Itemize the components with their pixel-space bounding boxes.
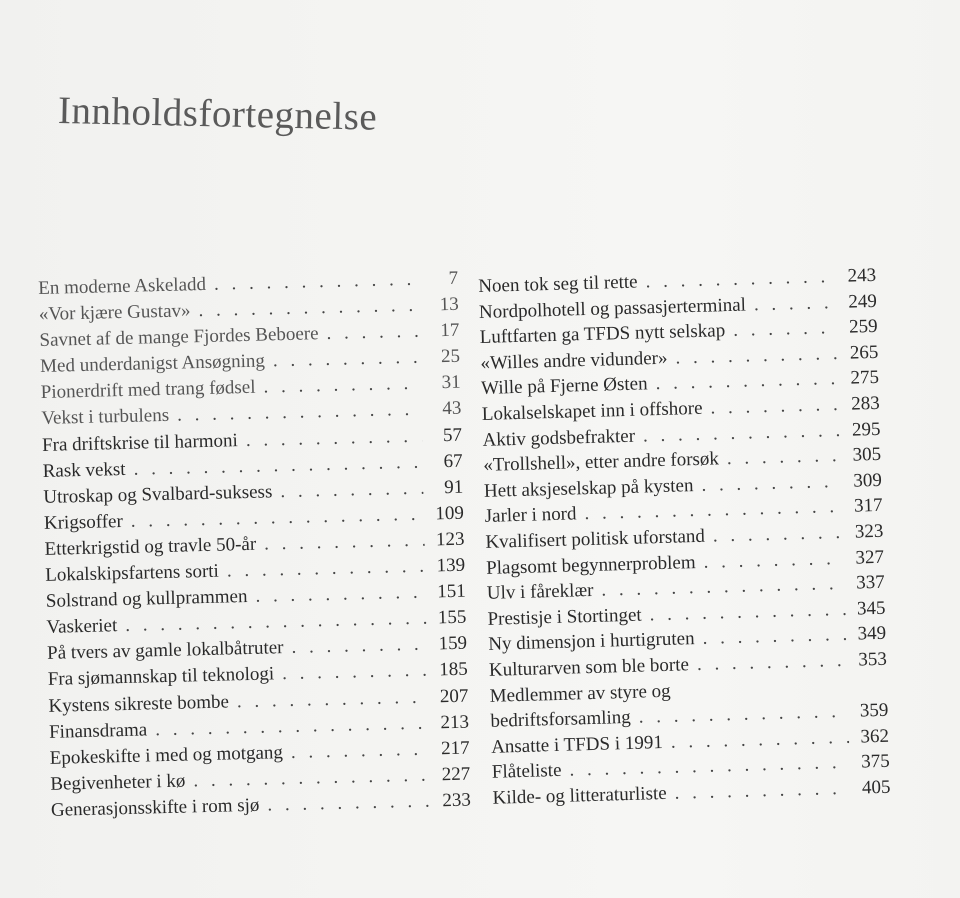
- toc-entry-page: 345: [856, 597, 886, 620]
- toc-entry-title: Fra driftskrise til harmoni: [41, 429, 239, 456]
- toc-entry-page: 375: [860, 750, 891, 773]
- toc-entry-title: Epokeskifte i med og motgang: [49, 741, 284, 769]
- dot-leader: [280, 477, 423, 502]
- toc-entry-page: 309: [853, 469, 883, 492]
- dot-leader: [697, 650, 848, 676]
- toc-entry-page: 337: [855, 571, 886, 594]
- toc-entry-title: Ny dimensjon i hurtigruten: [488, 628, 695, 656]
- dot-leader: [237, 686, 429, 713]
- toc-entry-page: 43: [442, 398, 462, 420]
- toc-entry-title: Vaskeriet: [46, 615, 118, 639]
- toc-entry-page: 275: [850, 367, 880, 390]
- dot-leader: [291, 738, 430, 763]
- dot-leader: [198, 295, 419, 322]
- toc-entry-title: «Willes andre vidunder»: [480, 347, 668, 374]
- dot-leader: [193, 764, 430, 792]
- dot-leader: [267, 790, 431, 816]
- toc-entry-page: 151: [437, 580, 467, 603]
- toc-entry-title: Rask vekst: [42, 458, 126, 482]
- toc-entry-page: 327: [855, 546, 885, 569]
- dot-leader: [227, 556, 426, 583]
- dot-leader: [638, 701, 848, 729]
- toc-entry-page: 259: [848, 316, 878, 338]
- toc-entry-page: 25: [440, 345, 461, 368]
- toc-entry-title: Nordpolhotell og passasjerterminal: [478, 294, 747, 323]
- toc-entry-page: 305: [852, 443, 882, 466]
- toc-entry-page: 317: [853, 495, 883, 517]
- toc-entry-page: 155: [437, 606, 467, 629]
- dot-leader: [702, 624, 846, 650]
- dot-leader: [214, 269, 419, 296]
- toc-entry-page: 7: [448, 267, 459, 289]
- dot-leader: [263, 373, 421, 399]
- toc-entry-title: Generasjonsskifte i rom sjø: [50, 794, 260, 821]
- toc-entry-title: Ansatte i TFDS i 1991: [490, 731, 664, 758]
- toc-entry-title: Krigsoffer: [43, 510, 124, 534]
- dot-leader: [264, 530, 425, 556]
- toc-entry-page: 265: [849, 341, 879, 364]
- toc-right-column: [478, 265, 891, 813]
- toc-entry-title: Medlemmer av styre og: [489, 680, 671, 707]
- toc-entry-page: 13: [439, 293, 460, 316]
- toc-entry-title: Aktiv godsbefrakter: [482, 425, 636, 451]
- toc-entry-title: Kystens sikreste bombe: [48, 690, 230, 717]
- toc-entry-title: Lokalskipsfartens sorti: [45, 560, 220, 586]
- dot-leader: [655, 368, 839, 395]
- toc-entry-page: 323: [854, 520, 884, 543]
- toc-entry-title: Utroskap og Svalbard-suksess: [43, 481, 273, 508]
- toc-entry-page: 283: [850, 392, 881, 415]
- dot-leader: [326, 321, 419, 345]
- dot-leader: [733, 317, 838, 342]
- toc-entry-page: 233: [442, 789, 472, 812]
- toc-entry-title: Noen tok seg til rette: [478, 271, 638, 297]
- toc-entry-page: 227: [441, 763, 471, 786]
- toc-entry-title: Kvalifisert politisk uforstand: [485, 525, 706, 553]
- dot-leader: [713, 522, 844, 548]
- toc-entry-page: 185: [438, 659, 468, 681]
- toc-entry-page: 207: [439, 685, 469, 707]
- dot-leader: [671, 727, 850, 754]
- toc-entry-page: 67: [443, 450, 463, 472]
- toc-entry-page: 31: [441, 372, 461, 394]
- toc-entry-page: 405: [861, 776, 891, 799]
- toc-entry-page: 57: [442, 424, 463, 446]
- toc-entry-title: Begivenheter i kø: [50, 770, 186, 795]
- toc-entry-title: Luftfarten ga TFDS nytt selskap: [479, 320, 726, 349]
- page-title: Innholdsfortegnelse: [57, 89, 378, 139]
- dot-leader: [643, 420, 841, 448]
- toc-entry-title: «Trollshell», etter andre forsøk: [483, 448, 720, 477]
- toc-entry-page: 359: [859, 699, 889, 722]
- toc-entry-page: 213: [440, 711, 470, 733]
- toc-entry-title: Jarler i nord: [484, 503, 577, 528]
- toc-entry-title: Med underdanigst Ansøgning: [39, 350, 266, 378]
- toc-entry-page: 362: [860, 725, 890, 748]
- toc-entry-title: En moderne Askeladd: [38, 273, 207, 299]
- toc-entry-title: Plagsomt begynnerproblem: [485, 551, 696, 579]
- toc-entry-title: Hett aksjeselskap på kysten: [483, 474, 694, 502]
- toc-entry-title: Ulv i fåreklær: [486, 580, 594, 604]
- toc-entry-title: Flåteliste: [491, 760, 562, 784]
- dot-leader: [701, 471, 842, 497]
- dot-leader: [679, 691, 848, 696]
- toc-entry-page: 139: [436, 554, 466, 577]
- dot-leader: [674, 778, 850, 805]
- toc-entry-title: Solstrand og kullprammen: [45, 586, 248, 613]
- dot-leader: [675, 343, 838, 370]
- dot-leader: [291, 634, 427, 659]
- toc-entry-page: 353: [858, 648, 888, 671]
- dot-leader: [649, 599, 845, 626]
- dot-leader: [246, 425, 423, 451]
- toc-entry-title: Finansdrama: [48, 719, 148, 743]
- toc-entry-title: Kilde- og litteraturliste: [492, 782, 667, 809]
- toc-entry-page: 123: [435, 528, 465, 551]
- toc-entry-title: Prestisje i Stortinget: [487, 604, 642, 630]
- toc-entry-page: 17: [440, 319, 460, 342]
- dot-leader: [703, 547, 844, 573]
- toc-entry-title: Kulturarven som ble borte: [488, 654, 690, 681]
- toc-entry-page: 217: [440, 737, 470, 759]
- dot-leader: [282, 660, 428, 686]
- toc-entry-title: «Vor kjære Gustav»: [38, 300, 191, 326]
- toc-left-column: [38, 268, 471, 826]
- dot-leader: [727, 445, 842, 470]
- dot-leader: [645, 266, 836, 293]
- toc-entry-page: 109: [435, 502, 465, 525]
- toc-entry-page: 243: [847, 264, 877, 287]
- toc-entry-title: Wille på Fjerne Østen: [480, 373, 648, 400]
- toc-entry-page: 295: [851, 418, 881, 441]
- toc-entry-page: 91: [443, 476, 464, 498]
- dot-leader: [255, 582, 426, 608]
- toc-entry-title: På tvers av gamle lokalbåtruter: [46, 637, 284, 665]
- toc-entry-title: Fra sjømannskap til teknologi: [47, 663, 275, 691]
- dot-leader: [177, 399, 422, 427]
- toc-entry-title: Etterkrigstid og travle 50-år: [44, 533, 257, 560]
- dot-leader: [273, 347, 421, 373]
- toc-entry-title: Pionerdrift med trang fødsel: [40, 377, 256, 404]
- dot-leader: [710, 394, 840, 420]
- toc-entry-page: 349: [857, 623, 887, 645]
- toc-entry-title: Vekst i turbulens: [41, 405, 170, 430]
- dot-leader: [754, 292, 838, 316]
- toc-entry-title: Lokalselskapet inn i offshore: [481, 397, 703, 425]
- toc-entry-page: 249: [848, 290, 878, 313]
- toc-entry-title: Savnet af de mange Fjordes Beboere: [39, 323, 319, 352]
- toc-entry-page: [854, 690, 888, 691]
- toc-entry-title: bedriftsforsamling: [490, 707, 632, 732]
- toc-entry-page: 159: [438, 632, 468, 655]
